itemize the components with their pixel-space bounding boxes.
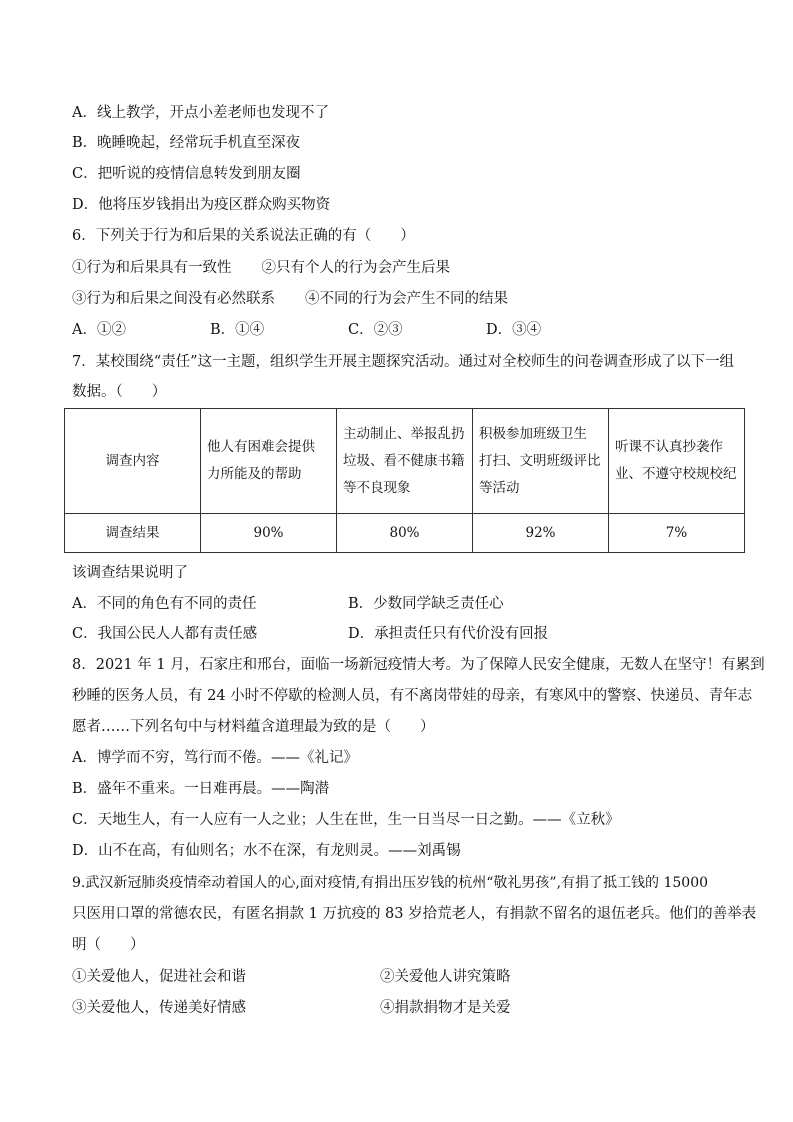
q9-statement-1: ①关爱他人，促进社会和谐 [72,969,246,985]
survey-item-2-line2: 垃圾、看不健康书籍 [343,452,465,469]
q7-option-a: A．不同的角色有不同的责任 [72,596,257,612]
survey-item-1-line1: 他人有困难会提供 [207,439,315,455]
survey-result-4: 7% [609,514,745,553]
q8-option-d: D．山不在高，有仙则名；水不在深，有龙则灵。——刘禹锡 [72,843,461,859]
survey-item-3-line1: 积极参加班级卫生 [479,425,587,442]
survey-item-2-line3: 等不良现象 [343,479,411,496]
q9-line1: 9.武汉新冠肺炎疫情牵动着国人的心,面对疫情,有捐出压岁钱的杭州“敬礼男孩”,有捐了抵工钱的 15000 [72,875,709,891]
q6-statements-row1 [72,258,450,278]
q6-option-d: D．③④ [486,322,542,338]
q8-line2: 秒睡的医务人员，有 24 小时不停歇的检测人员，有不离岗带娃的母亲，有寒风中的警察、快递员、青年志 [72,688,753,704]
survey-result-3: 92% [473,514,609,553]
survey-item-4-line2: 业、不遵守校规校纪 [615,466,737,482]
q9-statement-4: ④捐款捐物才是关爱 [380,1000,511,1016]
survey-result-2: 80% [337,514,473,553]
survey-item-3-line3: 等活动 [479,479,520,496]
q9-line2: 只医用口罩的常德农民，有匿名捐款 1 万抗疫的 83 岁拾荒老人，有捐款不留名的退伍老兵。他们的善举表 [72,906,757,922]
survey-item-3-line2: 打扫、文明班级评比 [479,452,601,469]
survey-item-1 [201,409,337,514]
survey-item-3 [473,409,609,514]
q6-stem: 6．下列关于行为和后果的关系说法正确的有（ ） [72,228,415,244]
q5-option-a: A．线上教学，开点小差老师也发现不了 [72,105,329,121]
survey-item-2 [337,409,473,514]
q8-option-b: B．盛年不重来。一日难再晨。——陶潜 [72,781,330,797]
survey-table-header-row [65,409,745,514]
q6-option-a: A．①② [72,322,126,338]
q5-option-b: B．晚睡晚起，经常玩手机直至深夜 [72,135,301,151]
q7-option-d: D．承担责任只有代价没有回报 [348,626,549,642]
q8-option-a: A．博学而不穷，笃行而不倦。——《礼记》 [72,750,358,766]
survey-table [64,408,745,553]
survey-header-label: 调查内容 [65,409,201,514]
q8-line1: 8．2021 年 1 月，石家庄和邢台，面临一场新冠疫情大考。为了保障人民安全健康，无数人在坚守！有累到 [72,657,765,673]
q6-statement-2: ②只有个人的行为会产生后果 [261,260,450,276]
q9-statement-2: ②关爱他人讲究策略 [380,969,511,985]
survey-result-label: 调查结果 [65,514,201,553]
survey-item-4 [609,409,745,514]
survey-table-result-row [65,514,745,553]
q6-statement-4: ④不同的行为会产生不同的结果 [305,291,508,307]
q6-statement-1: ①行为和后果具有一致性 [72,260,232,276]
survey-item-2-line1: 主动制止、举报乱扔 [343,425,465,442]
q8-option-c: C．天地生人，有一人应有一人之业；人生在世，生一日当尽一日之勤。——《立秋》 [72,812,620,828]
q7-option-c: C．我国公民人人都有责任感 [72,626,258,642]
q8-line3: 愿者……下列名句中与材料蕴含道理最为致的是（ ） [72,719,435,735]
q6-statements-row2 [72,289,508,309]
q7-stem-line1: 7．某校围绕“责任”这一主题，组织学生开展主题探究活动。通过对全校师生的问卷调查形成了以下一组 [72,354,735,370]
q9-statement-3: ③关爱他人，传递美好情感 [72,1000,246,1016]
q5-option-c: C．把听说的疫情信息转发到朋友圈 [72,166,301,182]
survey-result-1: 90% [201,514,337,553]
survey-item-1-line2: 力所能及的帮助 [207,466,302,482]
q9-line3: 明（ ） [72,937,145,953]
survey-item-4-line1: 听课不认真抄袭作 [615,439,723,455]
q6-option-c: C．②③ [348,322,403,338]
q5-option-d: D．他将压岁钱捐出为疫区群众购买物资 [72,197,331,213]
q6-option-b: B．①④ [210,322,265,338]
q7-stem-line2: 数据。（ ） [72,384,167,400]
q7-option-b: B．少数同学缺乏责任心 [348,596,504,612]
q7-after-table: 该调查结果说明了 [72,565,188,581]
q6-statement-3: ③行为和后果之间没有必然联系 [72,291,275,307]
